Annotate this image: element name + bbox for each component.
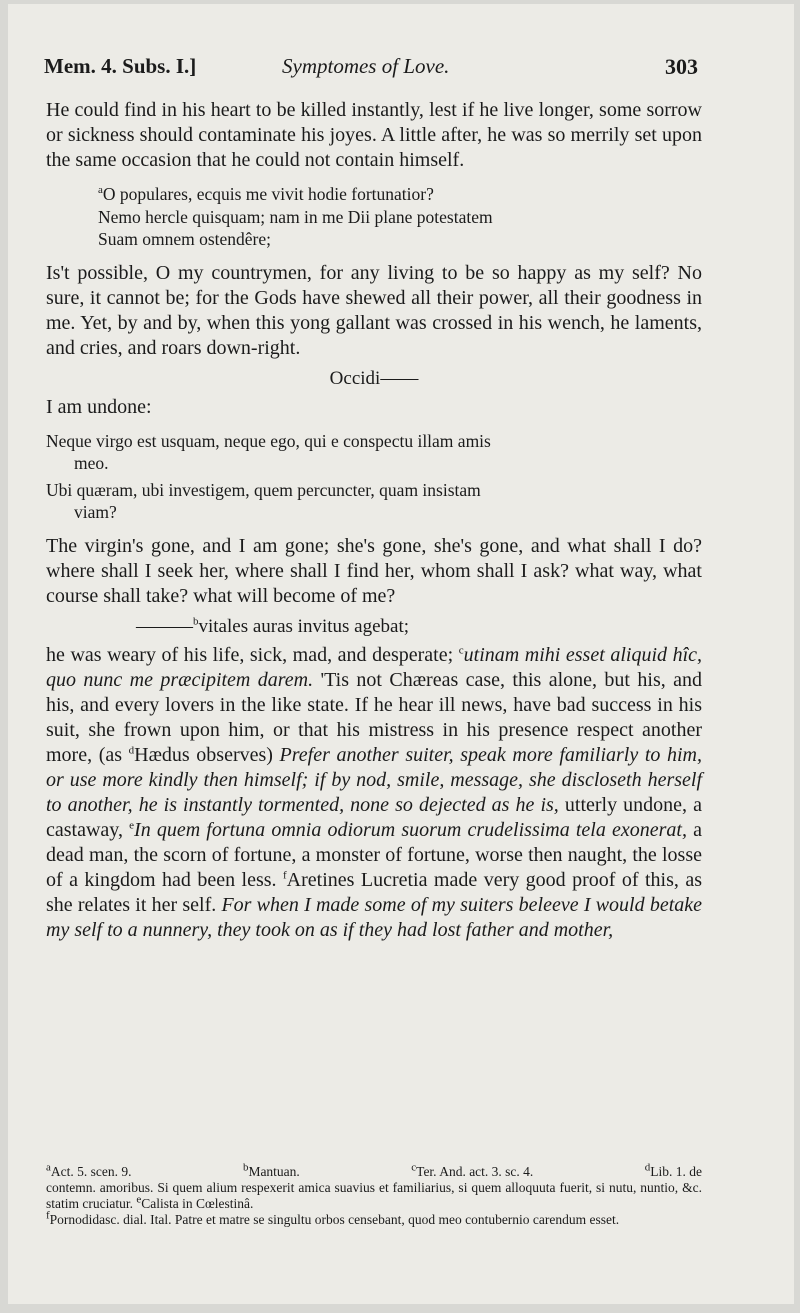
verse-occidi: Occidi—— — [329, 367, 419, 389]
footnote-a: $^a$Act. 5. scen. 9. — [46, 1161, 132, 1179]
verse-line: Neque virgo est usquam, neque ego, qui e conspectu illam amis — [46, 430, 491, 451]
latin-verse-2-line-2 — [46, 479, 702, 524]
footnote-row — [46, 1161, 702, 1180]
footnote-mark-d: d — [128, 743, 135, 756]
page-number: 303 — [665, 54, 698, 79]
footnote-b: $^b$Mantuan. — [242, 1161, 300, 1179]
latin-verse-1 — [98, 183, 702, 251]
verse-line-continuation: viam? — [74, 502, 117, 522]
verse-line-text: O populares, ecquis me vivit hodie fortunatior? — [102, 184, 434, 204]
footnote-d-head: $^d$Lib. 1. de — [644, 1161, 702, 1179]
footnote-mark-e: e — [129, 818, 135, 831]
verse-line — [98, 183, 702, 206]
footnotes — [46, 1161, 702, 1228]
paragraph-1: He could find in his heart to be killed instantly, lest if he live longer, some sorrow or sickness should contaminate his joyes. A little after, he was so merrily set upon the same occasion that he could not contain himself. — [46, 99, 702, 171]
footnote-f: $^f$Pornodidasc. dial. Ital. Patre et matre se singultu orbos censebant, quod meo contubernio carendum esset. — [46, 1209, 620, 1227]
footnote-c: $^c$Ter. And. act. 3. sc. 4. — [411, 1161, 534, 1179]
footnote-mark-f: f — [282, 868, 287, 881]
section-reference: Mem. 4. Subs. I.] — [44, 54, 197, 78]
footnote-d-body: contemn. amoribus. Si quem alium respexerit amica suavius et familiarius, si quem alloquuta fuerit, si nutu, nuntio, &c. statim cruciatur. $^e$Calista in Cœlestinâ. — [46, 1180, 702, 1211]
translation-undone: I am undone: — [46, 395, 152, 418]
verse-line: Ubi quæram, ubi investigem, quem percuncter, quam insistam — [46, 479, 481, 500]
paragraph-4: he was weary of his life, sick, mad, and desperate; $^c$utinam mihi esset aliquid hîc, quo nunc me præcipitem darem. 'Tis not Chæreas case, this alone, but his, and his, and every lovers in the like state. If he hear ill news, have bad success in his suit, she frown upon him, or that his mistress in his presence respect another more, (as $^d$Hædus observes) Prefer another suiter, speak more familiarly to him, or use more kindly then himself; if by nod, smile, message, she discloseth herself to another, he is instantly tormented, none so dejected as he is, utterly undone, a castaway, $^e$In quem fortuna omnia odiorum suorum crudelissima tela exonerat, a dead man, the scorn of fortune, a monster of fortune, worse then naught, the losse of a kingdom had been less. $^f$Aretines Lucretia made very good proof of this, as she relates it her self. For when I made some of my suiters beleeve I would betake my self to a nunnery, they took on as if they had lost father and mother, — [46, 643, 703, 941]
verse-line: Nemo hercle quisquam; nam in me Dii plane potestatem — [98, 206, 493, 227]
running-title: Symptomes of Love. — [282, 54, 450, 78]
page-body — [46, 98, 702, 943]
footnote-mark-b: b — [193, 615, 199, 628]
footnote-e: Calista in Cœlestinâ. — [141, 1196, 254, 1211]
running-header — [44, 54, 698, 84]
verse-line-continuation: meo. — [74, 453, 109, 473]
book-page — [8, 4, 794, 1304]
verse-vitales: ———$^b$vitales auras invitus agebat; — [136, 615, 410, 637]
footnote-mark-a: a — [98, 184, 103, 197]
verse-line: Suam omnem ostendêre; — [98, 229, 272, 249]
latin-verse-2-line-1 — [46, 430, 702, 475]
paragraph-2: Is't possible, O my countrymen, for any living to be so happy as my self? No sure, it cannot be; for the Gods have shewed all their power, all their goodness in me. Yet, by and by, when this yong gallant was crossed in his wench, he laments, and cries, and roars down-right. — [46, 261, 702, 359]
footnote-mark-c: c — [458, 643, 464, 656]
paragraph-3: The virgin's gone, and I am gone; she's gone, she's gone, and what shall I do? where shall I seek her, where shall I find her, whom shall I ask? what way, what course shall take? what will become of me? — [46, 534, 702, 607]
